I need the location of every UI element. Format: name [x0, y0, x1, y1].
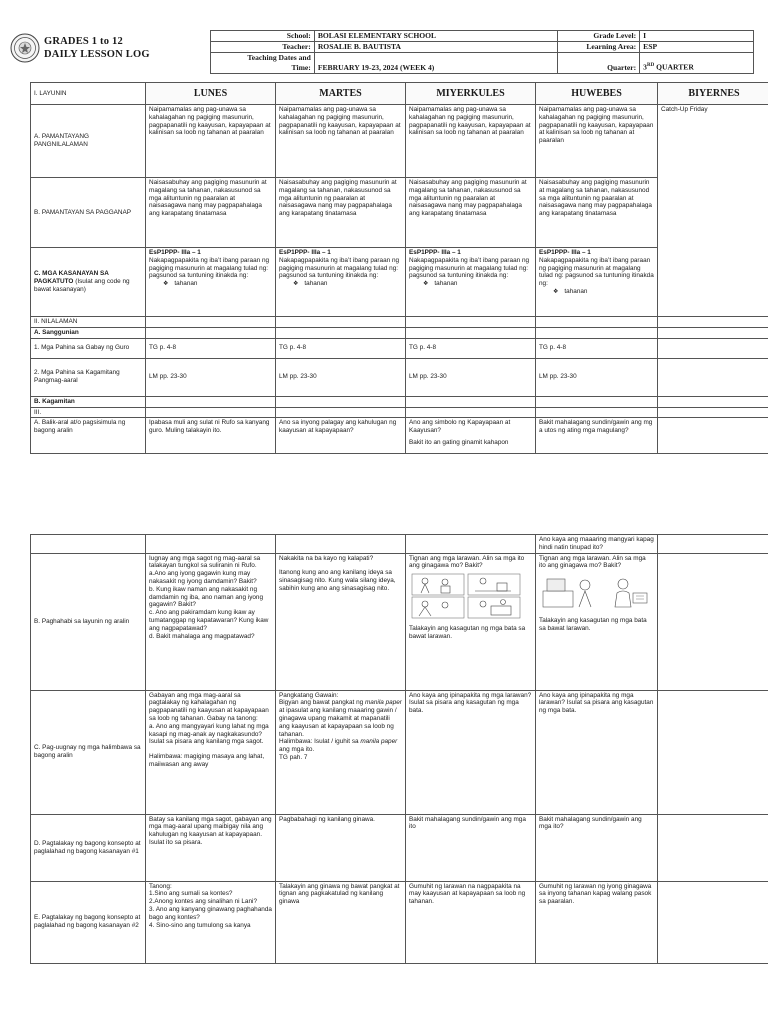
row-label-sanggunian: A. Sanggunian [31, 327, 146, 338]
diamond-bullet-icon: ❖ tahanan [279, 280, 402, 289]
cell-text: Ano ang simbolo ng Kapayapaan at Kaayusan? Bakit ito an gating ginamit kahapon [406, 418, 536, 454]
row-label-gabay-ng-guro: 1. Mga Pahina sa Gabay ng Guro [31, 338, 146, 358]
cell-text: Ano kaya ang ipinapakita ng mga larawan? Isulat sa pisara ang kasagutan ng mga bata. [536, 690, 658, 814]
day-header-biyernes: BIYERNES [658, 83, 768, 105]
day-header-miyerkules: MIYERKULES [406, 83, 536, 105]
quarter-value: 3RD QUARTER [640, 53, 754, 74]
school-label: School: [211, 31, 315, 42]
cell-kasanayan: EsP1PPP- IIIa – 1 Nakapagpapakita ng iba’t ibang paraan ng pagiging masunurin at magalang tulad ng: pagsunod sa tuntuning itinakda ng: ❖ tahanan [406, 248, 536, 317]
cell-pag-uugnay-lunes: Gabayan ang mga mag-aaral sa pagtalakay ng kahalagahan ng pagpapanatili ng kaayusan at kapayapaan sa loob ng tahanan. Gabay na tanong: a. Ano ang mangyayari kung lahat ng mga kasapi ng mag-anak ay nagkakasundo? Isulat sa pisara ang kanilang mga sagot. Halimbawa: magiging masaya ang lahat, maiiwasan ang away [146, 690, 276, 814]
cell-paghahabi-lunes: Iugnay ang mga sagot ng mag-aaral sa talakayan tungkol sa suliranin ni Rufo. a.Ano ang iyong gagawin kung may nakasakit ng iyong damdamin? Bakit? b. Kung ikaw naman ang nakasakit ng damdamin ng iba, ano naman ang iyong gagawin? Bakit? c. Ano ang pakiramdam kung ikaw ay tumatanggap ng kapatawaran? Kung ikaw ang nagpapatawad? d. Bakit mahalaga ang magpatawad? [146, 553, 276, 690]
cell-text: Bakit mahalagang sundin/gawin ang mga ito [406, 814, 536, 881]
cell-text: Naisasabuhay ang pagiging masunurin at magalang sa tahanan, nakasusunod sa mga alituntunin ng paaralan at naisasagawa nang may pagpapahalaga ang karapatang tinatamasa [406, 178, 536, 248]
cell-text: TG p. 4-8 [276, 338, 406, 358]
area-label: Learning Area: [558, 42, 640, 53]
cell-text: Naisasabuhay ang pagiging masunurin at magalang sa tahanan, nakasusunod sa mga alituntunin ng paaralan at naisasagawa nang may pagpapahalaga ang karapatang tinatamasa [536, 178, 658, 248]
teacher-value: ROSALIE B. BAUTISTA [314, 42, 557, 53]
cell-text: LM pp. 23-30 [406, 358, 536, 396]
cell-kasanayan: EsP1PPP- IIIa – 1 Nakapagpapakita ng iba’t ibang paraan ng pagiging masunurin at magalang tulad ng: pagsunod sa tuntuning itinakda ng: ❖ tahanan [146, 248, 276, 317]
lesson-log-table-2 [30, 534, 768, 964]
cell-tanong-lunes: Tanong: 1.Sino ang sumali sa kontes? 2.Anong kontes ang sinalihan ni Lani? 3. Ano ang kanyang ginawang paghahanda bago ang kontes? 4. Sino-sino ang tumulong sa kanya [146, 881, 276, 963]
dates-value: FEBRUARY 19-23, 2024 (WEEK 4) [314, 53, 557, 74]
catch-up-friday-cell: Catch-Up Friday [658, 105, 768, 317]
cell-text: Talakayin ang ginawa ng bawat pangkat at tignan ang pagkakatulad ng kanilang ginawa [276, 881, 406, 963]
dates-label: Teaching Dates and Time: [211, 53, 315, 74]
cell-text: Ipabasa muli ang sulat ni Rufo sa kanyang guro. Muling talakayin ito. [146, 418, 276, 454]
row-label-pag-uugnay: C. Pag-uugnay ng mga halimbawa sa bagong aralin [31, 690, 146, 814]
grade-label: Grade Level: [558, 31, 640, 42]
school-value: BOLASI ELEMENTARY SCHOOL [314, 31, 557, 42]
cell-text: Naisasabuhay ang pagiging masunurin at magalang sa tahanan, nakasusunod sa mga alituntunin ng paaralan at naisasagawa nang may pagpapahalaga ang karapatang tinatamasa [146, 178, 276, 248]
cell-paghahabi-huwebes: Tignan ang mga larawan. Alin sa mga ito ang ginagawa mo? Bakit? Talakayin ang kasagutan ng mga bata sa bawat larawan. [536, 553, 658, 690]
header-info-table [210, 30, 754, 74]
row-label-pamantayang-pangnilalaman: A. PAMANTAYANG PANGNILALAMAN [31, 105, 146, 178]
cell-text: Batay sa kanilang mga sagot, gabayan ang mga mag-aaral upang maibigay nila ang kahulugan ng kaayusan at kapayapaan. Isulat ito sa pisara. [146, 814, 276, 881]
grade-value: I [640, 31, 754, 42]
cell-text: TG p. 4-8 [536, 338, 658, 358]
row-label-paghahabi: B. Paghahabi sa layunin ng aralin [31, 553, 146, 690]
diamond-bullet-icon: ❖ tahanan [539, 288, 654, 297]
cell-paghahabi-miyerkules: Tignan ang mga larawan. Alin sa mga ito ang ginagawa mo? Bakit? Talakayin ang kasagutan ng mga bata sa bawat larawan. [406, 553, 536, 690]
row-label-kasanayan-sa-pagkatuto: C. MGA KASANAYAN SA PAGKATUTO (Isulat ang code ng bawat kasanayan) [31, 248, 146, 317]
quarter-label: Quarter: [558, 53, 640, 74]
deped-seal-icon [10, 33, 40, 63]
diamond-bullet-icon: ❖ tahanan [149, 280, 272, 289]
cell-text: LM pp. 23-30 [276, 358, 406, 396]
row-label-pamantayan-sa-pagganap: B. PAMANTAYAN SA PAGGANAP [31, 178, 146, 248]
cell-text: Bakit mahalagang sundin/gawin ang mg a utos ng ating mga magulang? [536, 418, 658, 454]
cell-text: LM pp. 23-30 [536, 358, 658, 396]
cell-text: Bakit mahalagang sundin/gawin ang mga ito? [536, 814, 658, 881]
day-header-huwebes: HUWEBES [536, 83, 658, 105]
cell-text: Ano kaya ang maaaring mangyari kapag hindi natin tinupad ito? [536, 535, 658, 554]
cell-text: Naipamamalas ang pag-unawa sa kahalagahan ng pagiging masunurin, pagpapanatili ng kaayusan, kapayapaan at kalinisan sa loob ng tahanan at paaralan [276, 105, 406, 178]
cell-text: TG p. 4-8 [146, 338, 276, 358]
area-value: ESP [640, 42, 754, 53]
row-label-nilalaman: II. NILALAMAN [31, 317, 146, 328]
teacher-label: Teacher: [211, 42, 315, 53]
diamond-bullet-icon: ❖ tahanan [409, 280, 532, 289]
cell-text: Gumuhit ng larawan ng iyong ginagawa sa inyong tahanan kapag walang pasok sa paaralan. [536, 881, 658, 963]
document-title [44, 35, 150, 61]
cell-kasanayan: EsP1PPP- IIIa – 1 Nakapagpapakita ng iba’t ibang paraan ng pagiging masunurin at magalang tulad ng: pagsunod sa tuntuning itinakda ng: ❖ tahanan [276, 248, 406, 317]
cell-text: TG p. 4-8 [406, 338, 536, 358]
children-activities-illustration [411, 573, 523, 619]
cell-paghahabi-martes: Nakakita na ba kayo ng kalapati? Itanong kung ano ang kanilang ideya sa sinasagisag nito. Kung wala silang ideya, sabihin kung ano ang sinasagisag nito. [276, 553, 406, 690]
cell-kasanayan: EsP1PPP- IIIa – 1 Nakapagpapakita ng iba’t ibang paraan ng pagiging masunurin at magalang tulad ng: pagsunod sa tuntuning itinakda ng: ❖ tahanan [536, 248, 658, 317]
row-label-iii: III. [31, 407, 146, 418]
children-studying-illustration [541, 573, 653, 611]
cell-text: Naisasabuhay ang pagiging masunurin at magalang sa tahanan, nakasusunod sa mga alituntunin ng paaralan at naisasagawa nang may pagpapahalaga ang karapatang tinatamasa [276, 178, 406, 248]
lesson-log-table-1 [30, 82, 768, 454]
cell-pag-uugnay-martes: Pangkatang Gawain: Bigyan ang bawat pangkat ng manila paper at ipasulat ang kanilang maaaring gawin / ginagawa upang makamit at mapanatili ang kaayusan at kapayapaan sa loob ng tahanan. Halimbawa: Isulat / iguhit sa manila paper ang mga ito. TG pah. 7 [276, 690, 406, 814]
cell-text: LM pp. 23-30 [146, 358, 276, 396]
cell-text: Naipamamalas ang pag-unawa sa kahalagahan ng pagiging masunurin, pagpapanatili ng kaayusan, kapayapaan at kalinisan sa loob ng tahanan at paaralan [536, 105, 658, 178]
cell-text: Ano kaya ang ipinapakita ng mga larawan? Isulat sa pisara ang kasagutan ng mga bata. [406, 690, 536, 814]
cell-text: Gumuhit ng larawan na nagpapakita na may kaayusan at kapayapaan sa loob ng tahanan. [406, 881, 536, 963]
day-header-martes: MARTES [276, 83, 406, 105]
cell-text: Naipamamalas ang pag-unawa sa kahalagahan ng pagiging masunurin, pagpapanatili ng kaayusan, kapayapaan at kalinisan sa loob ng tahanan at paaralan [406, 105, 536, 178]
cell-text: Ano sa inyong palagay ang kahulugan ng kaayusan at kapayapaan? [276, 418, 406, 454]
row-label-kagamitan: B. Kagamitan [31, 396, 146, 407]
title-line-1: GRADES 1 to 12 [44, 36, 123, 47]
day-header-lunes: LUNES [146, 83, 276, 105]
section-layunin: I. LAYUNIN [31, 83, 146, 105]
cell-text: Pagbabahagi ng kanilang ginawa. [276, 814, 406, 881]
row-label-pagtalakay-2: E. Pagtalakay ng bagong konsepto at paglalahad ng bagong kasanayan #2 [31, 881, 146, 963]
row-label-pagtalakay-1: D. Pagtalakay ng bagong konsepto at paglalahad ng bagong kasanayan #1 [31, 814, 146, 881]
title-line-2: DAILY LESSON LOG [44, 49, 150, 60]
cell-text: Naipamamalas ang pag-unawa sa kahalagahan ng pagiging masunurin, pagpapanatili ng kaayusan, kapayapaan at kalinisan sa loob ng tahanan at paaralan [146, 105, 276, 178]
row-label-kagamitang-pangmag-aaral: 2. Mga Pahina sa Kagamitang Pangmag-aaral [31, 358, 146, 396]
row-label-balik-aral: A. Balik-aral at/o pagsisimula ng bagong aralin [31, 418, 146, 454]
